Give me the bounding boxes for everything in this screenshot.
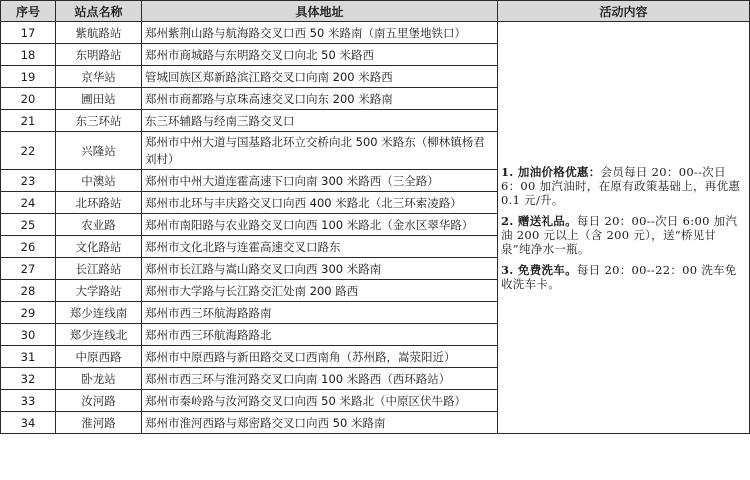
activity-item1-text-a: 会员每日 20：00--次日 6：00 加汽油时， — [501, 164, 726, 193]
station-address: 郑州市西三环航海路路南 — [142, 302, 498, 324]
row-number: 19 — [1, 66, 56, 88]
activity-item3-text: 每日 20：00--22：00 洗车免收洗车卡。 — [501, 262, 737, 291]
activity-item1-text-b: 在原有政策基础上，再优惠 0.1 元/升。 — [501, 178, 741, 207]
station-address: 郑州紫荆山路与航海路交叉口西 50 米路南（南五里堡地铁口） — [142, 22, 498, 44]
station-name: 郑少连线南 — [56, 302, 142, 324]
station-name: 中澳站 — [56, 170, 142, 192]
activity-item2-heading: 2. 赠送礼品。 — [501, 213, 577, 228]
activity-item-price-discount — [501, 165, 746, 207]
station-address: 郑州市文化北路与连霍高速交叉口路东 — [142, 236, 498, 258]
row-number: 20 — [1, 88, 56, 110]
station-address: 郑州市长江路与嵩山路交叉口向西 300 米路南 — [142, 258, 498, 280]
station-address: 郑州市商城路与东明路交叉口向北 50 米路西 — [142, 44, 498, 66]
header-station-name: 站点名称 — [56, 1, 142, 22]
station-address: 郑州市商都路与京珠高速交叉口向东 200 米路南 — [142, 88, 498, 110]
row-number: 32 — [1, 368, 56, 390]
row-number: 17 — [1, 22, 56, 44]
activity-item2-text: 每日 20：00--次日 6:00 加汽油 200 元以上（含 200 元），送“桥见甘泉”纯净水一瓶。 — [501, 213, 738, 256]
row-number: 29 — [1, 302, 56, 324]
station-address: 郑州市中原西路与新田路交叉口西南角（苏州路，嵩荥阳近） — [142, 346, 498, 368]
activity-item-free-gift — [501, 214, 746, 256]
station-address: 郑州市淮河西路与郑密路交叉口向西 50 米路南 — [142, 412, 498, 434]
row-number: 23 — [1, 170, 56, 192]
table-body — [1, 22, 750, 434]
row-number: 27 — [1, 258, 56, 280]
station-name: 东三环站 — [56, 110, 142, 132]
station-address: 郑州市南阳路与农业路交叉口向西 100 米路北（金水区翠华路） — [142, 214, 498, 236]
station-address: 管城回族区郑新路滨江路交叉口向南 200 米路西 — [142, 66, 498, 88]
activity-item1-heading: 1. 加油价格优惠： — [501, 164, 601, 179]
activity-content-cell — [498, 22, 750, 434]
station-address: 郑州市北环与丰庆路交叉口向西 400 米路北（北三环索凌路） — [142, 192, 498, 214]
station-name: 文化路站 — [56, 236, 142, 258]
table-row — [1, 22, 750, 44]
row-number: 30 — [1, 324, 56, 346]
row-number: 34 — [1, 412, 56, 434]
station-name: 汝河路 — [56, 390, 142, 412]
station-address: 郑州市中州大道连霍高速下口向南 300 米路西（三全路） — [142, 170, 498, 192]
station-name: 东明路站 — [56, 44, 142, 66]
station-name: 圃田站 — [56, 88, 142, 110]
row-number: 24 — [1, 192, 56, 214]
station-address: 郑州市西三环与淮河路交叉口向南 100 米路西（西环路站） — [142, 368, 498, 390]
table-header-row — [1, 1, 750, 22]
row-number: 25 — [1, 214, 56, 236]
row-number: 21 — [1, 110, 56, 132]
station-name: 郑少连线北 — [56, 324, 142, 346]
station-name: 农业路 — [56, 214, 142, 236]
header-activity: 活动内容 — [498, 1, 750, 22]
activity-item3-heading: 3. 免费洗车。 — [501, 262, 577, 277]
station-address: 东三环辅路与经南三路交叉口 — [142, 110, 498, 132]
station-name: 长江路站 — [56, 258, 142, 280]
station-name: 中原西路 — [56, 346, 142, 368]
station-address: 郑州市西三环航海路路北 — [142, 324, 498, 346]
row-number: 26 — [1, 236, 56, 258]
row-number: 31 — [1, 346, 56, 368]
station-name: 兴隆站 — [56, 132, 142, 170]
station-name: 卧龙站 — [56, 368, 142, 390]
station-address: 郑州市秦岭路与汝河路交叉口向西 50 米路北（中原区伏牛路） — [142, 390, 498, 412]
row-number: 18 — [1, 44, 56, 66]
header-address: 具体地址 — [142, 1, 498, 22]
row-number: 33 — [1, 390, 56, 412]
station-name: 紫航路站 — [56, 22, 142, 44]
station-name: 淮河路 — [56, 412, 142, 434]
station-address: 郑州市大学路与长江路交汇处南 200 路西 — [142, 280, 498, 302]
activity-item-free-car-wash — [501, 263, 746, 291]
station-name: 北环路站 — [56, 192, 142, 214]
station-name: 大学路站 — [56, 280, 142, 302]
header-no: 序号 — [1, 1, 56, 22]
row-number: 22 — [1, 132, 56, 170]
station-address: 郑州市中州大道与国基路北环立交桥向北 500 米路东（柳林镇杨君刘村） — [142, 132, 498, 170]
station-name: 京华站 — [56, 66, 142, 88]
row-number: 28 — [1, 280, 56, 302]
